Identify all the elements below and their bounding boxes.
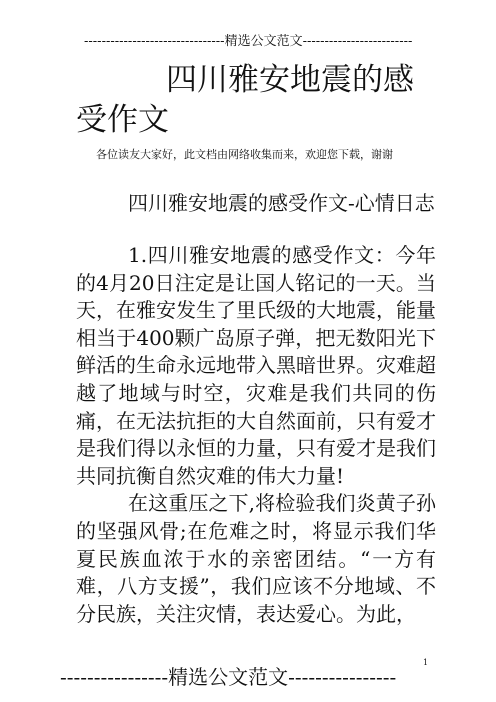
page-header: --------------------------------精选公文范文-------------------------: [84, 34, 413, 49]
page-number: 1: [423, 658, 429, 667]
page-footer: ----------------精选公文范文----------------: [60, 665, 397, 689]
document-title: 四川雅安地震的感受作文: [76, 62, 414, 138]
document-subtitle: 四川雅安地震的感受作文-心情日志: [128, 191, 435, 215]
body-paragraph: 1.四川雅安地震的感受作文：今年的4月20日注定是让国人铭记的一天。当天，在雅安发生了里氏级的大地震，能量相当于400颗广岛原子弹，把无数阳光下鲜活的生命永远地带入黑暗世界。灾难超越了地域与时空，灾难是我们共同的伤痛，在无法抗拒的大自然面前，只有爱才是我们得以永恒的力量，只有爱才是我们共同抗衡自然灾难的伟大力量!: [76, 243, 436, 488]
download-notice: 各位读友大家好，此文档由网络收集而来，欢迎您下载，谢谢: [96, 148, 393, 161]
document-body: [76, 242, 436, 628]
body-paragraph: 在这重压之下,将检验我们炎黄子孙的坚强风骨;在危难之时，将显示我们华夏民族血浓于水的亲密团结。“一方有难，八方支援”，我们应该不分地域、不分民族，关注灾情，表达爱心。为此，: [76, 491, 436, 626]
